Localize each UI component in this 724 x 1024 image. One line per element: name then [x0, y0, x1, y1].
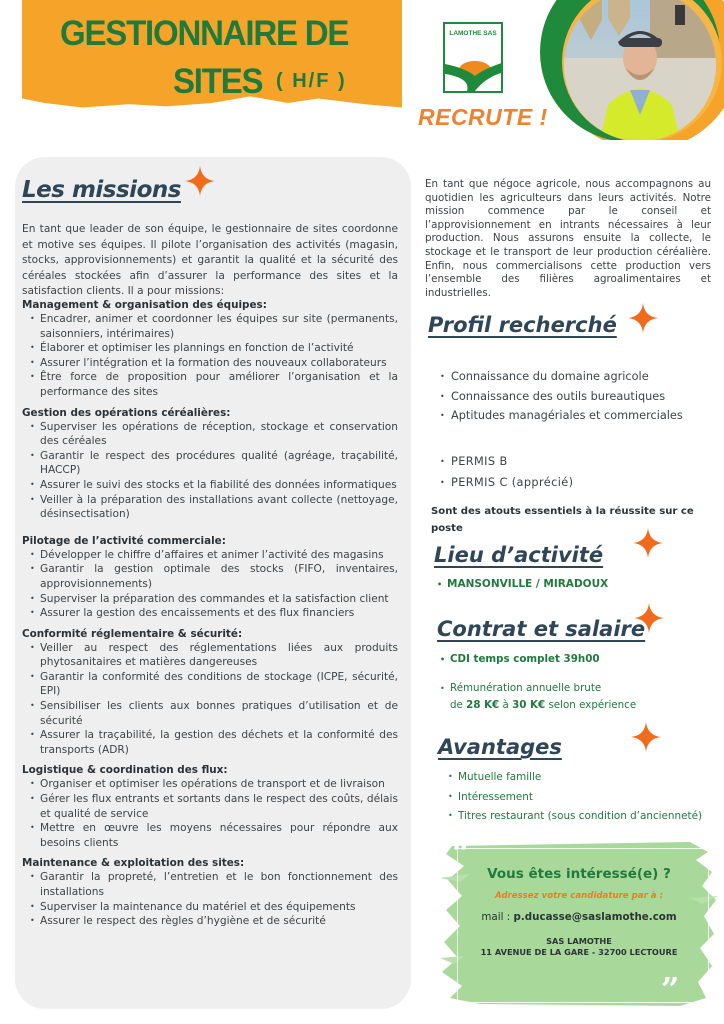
contact-mail: mail : p.ducasse@saslamothe.com [481, 911, 677, 923]
sparkle-icon [633, 528, 663, 558]
mission-group-commercial [22, 534, 398, 621]
mission-item: • Superviser la maintenance du matériel et des équipements [30, 900, 398, 915]
missions-list [22, 298, 398, 935]
sparkle-icon [185, 166, 215, 196]
mission-item: • Garantir le respect des procédures qualité (agréage, traçabilité, HACCP) [30, 449, 398, 478]
benefit-item: • Intéressement [448, 790, 718, 804]
group-title: Management & organisation des équipes [22, 299, 263, 311]
sunrise-fields-icon [445, 46, 503, 91]
missions-heading: Les missions [22, 177, 181, 203]
group-title: Logistique & coordination des flux [22, 764, 224, 777]
mission-item: • Gérer les flux entrants et sortants dans le respect des coûts, délais et qualité de service [30, 792, 398, 821]
mission-item: • Garantir la gestion optimale des stocks (FIFO, inventaires, approvisionnements) [30, 562, 398, 591]
contract-type: • CDI temps complet 39h00 [440, 653, 600, 665]
company-logo [443, 22, 503, 93]
license-list [440, 455, 710, 496]
profile-heading: Profil recherché [428, 313, 617, 337]
salary-min: 28 K€ [466, 699, 500, 711]
mission-item: • Garantir la propreté, l’entretien et le bon fonctionnement des installations [30, 870, 398, 899]
mission-item: • Assurer le respect des règles d’hygiène et de sécurité [30, 914, 398, 929]
sparkle-icon [628, 303, 658, 333]
mission-item: • Assurer la gestion des encaissements et des flux financiers [30, 606, 398, 621]
sparkle-icon [634, 603, 664, 633]
profile-item: • Aptitudes managériales et commerciales [440, 409, 710, 424]
job-title-line2: SITES [173, 60, 263, 101]
open-quote-icon: “ [452, 834, 471, 872]
profile-list [440, 370, 710, 429]
mission-item: • Être force de proposition pour améliorer l’organisation et la performance des sites [30, 370, 398, 399]
mission-group-maintenance [22, 856, 398, 928]
job-title-line1: GESTIONNAIRE DE [60, 12, 349, 53]
close-quote-icon: ” [661, 970, 680, 1008]
mission-item: • Assurer le suivi des stocks et la fiabilité des données informatiques [30, 478, 398, 493]
employee-photo [530, 0, 724, 140]
group-title: Maintenance & exploitation des sites: [22, 857, 245, 870]
missions-intro: En tant que leader de son équipe, le gestionnaire de sites coordonne et motive ses équipes. Il pilote l’organisation des activités (magasin, stocks, approvisionnements) et garantit la qualité et la sécurité des céréales stockées afin d’assurer la performance des sites et la satisfaction clients. Il a pour missions: [22, 223, 398, 297]
job-title-gender: ( H/F ) [276, 70, 347, 92]
benefits-heading: Avantages [438, 735, 562, 759]
logo-text: LAMOTHE SAS [449, 30, 497, 37]
mission-item: • Encadrer, animer et coordonner les équipes sur site (permanents, saisonniers, intérimaires) [30, 312, 398, 341]
mission-group-compliance: Conformité réglementaire & sécurité: • Veiller au respect des réglementations liées aux produits phytosanitaires et matières dangereuses • Garantir la conformité des conditions de stockage (ICPE, sécurité, EPI) • Sensibiliser les clients aux bonnes pratiques d’utilisation et de sécurité • Assurer la traçabilité, la gestion des déchets et la conformité des transports (ADR) [22, 627, 398, 758]
mission-item: • Superviser la préparation des commandes et la satisfaction client [30, 592, 398, 607]
mission-group-management: Management & organisation des équipes: • Encadrer, animer et coordonner les équipes sur site (permanents, saisonniers, intérimaires) • Élaborer et optimiser les plannings en fonction de l’activité • Assurer l’intégration et la formation des nouveaux collaborateurs • Être force de proposition pour améliorer l’organisation et la performance des sites [22, 298, 398, 400]
mission-item: • Assurer la traçabilité, la gestion des déchets et la conformité des transports (ADR) [30, 728, 398, 757]
benefit-item: • Mutuelle famille [448, 770, 718, 784]
mission-item: • Garantir la conformité des conditions de stockage (ICPE, sécurité, EPI) [30, 670, 398, 699]
recruiting-label: RECRUTE ! [418, 104, 548, 130]
benefit-item: • Titres restaurant (sous condition d’ancienneté) [448, 809, 718, 823]
group-title: Pilotage de l’activité commerciale: [22, 534, 226, 547]
group-title: Gestion des opérations céréalières [22, 406, 227, 419]
license-item: • PERMIS C (apprécié) [440, 476, 710, 491]
benefits-list [448, 770, 718, 829]
email-link[interactable]: p.ducasse@saslamothe.com [513, 911, 677, 923]
mission-item: • Sensibiliser les clients aux bonnes pratiques d’utilisation et de sécurité [30, 699, 398, 728]
profile-item: • Connaissance du domaine agricole [440, 370, 710, 385]
salary-label: Rémunération annuelle brute [450, 682, 602, 694]
contract-heading: Contrat et salaire [437, 617, 646, 641]
sparkle-icon [631, 722, 661, 752]
contact-heading: Vous êtes intéressé(e) ? [487, 866, 671, 882]
location-heading: Lieu d’activité [434, 543, 604, 567]
mission-item: • Mettre en œuvre les moyens nécessaires pour répondre aux besoins clients [30, 821, 398, 850]
mission-item: • Assurer l’intégration et la formation des nouveaux collaborateurs [30, 356, 398, 371]
mission-item: • Superviser les opérations de réception, stockage et conservation des céréales [30, 420, 398, 449]
mission-item: • Développer le chiffre d’affaires et animer l’activité des magasins [30, 548, 398, 563]
company-description: En tant que négoce agricole, nous accompagnons au quotidien les agriculteurs dans leurs activités. Notre mission commence par le conseil et l’approvisionnement en intrants nécessaires à leur production. Nous assurons ensuite la collecte, le stockage et le transport de leur production céréalière. Enfin, nous commercialisons cette production vers l’ensemble des filières agroalimentaires et industrielles. [425, 178, 711, 299]
mission-item: • Veiller au respect des réglementations liées aux produits phytosanitaires et matières dangereuses [30, 641, 398, 670]
profile-item: • Connaissance des outils bureautiques [440, 390, 710, 405]
mission-item: • Élaborer et optimiser les plannings en fonction de l’activité [30, 341, 398, 356]
contact-instructions: Adressez votre candidature par à : [494, 891, 664, 901]
mission-group-cereal-operations: Gestion des opérations céréalières: • Superviser les opérations de réception, stockage et conservation des céréales • Garantir le respect des procédures qualité (agréage, traçabilité, HACCP) • Assurer le suivi des stocks et la fiabilité des données informatiques • Veiller à la préparation des installations avant collecte (nettoyage, désinsectisation) [22, 406, 398, 522]
group-title: Conformité réglementaire & sécurité [22, 627, 238, 640]
company-address [440, 936, 718, 958]
address-line: 11 AVENUE DE LA GARE - 32700 LECTOURE [480, 947, 678, 957]
salary-info: • Rémunération annuelle brute de 28 K€ à 30 K€ selon expérience [440, 682, 637, 711]
profile-note: Sont des atouts essentiels à la réussite sur ce poste [431, 506, 694, 534]
license-item: • PERMIS B [440, 455, 710, 470]
mission-group-logistics: Logistique & coordination des flux: • Organiser et optimiser les opérations de transport et de livraison • Gérer les flux entrants et sortants dans le respect des coûts, délais et qualité de service • Mettre en œuvre les moyens nécessaires pour répondre aux besoins clients [22, 763, 398, 850]
mission-item: • Organiser et optimiser les opérations de transport et de livraison [30, 777, 398, 792]
salary-max: 30 K€ [512, 699, 546, 711]
mission-item: • Veiller à la préparation des installations avant collecte (nettoyage, désinsectisation) [30, 493, 398, 522]
location-value: • MANSONVILLE / MIRADOUX [437, 578, 609, 590]
company-name: SAS LAMOTHE [546, 936, 612, 946]
